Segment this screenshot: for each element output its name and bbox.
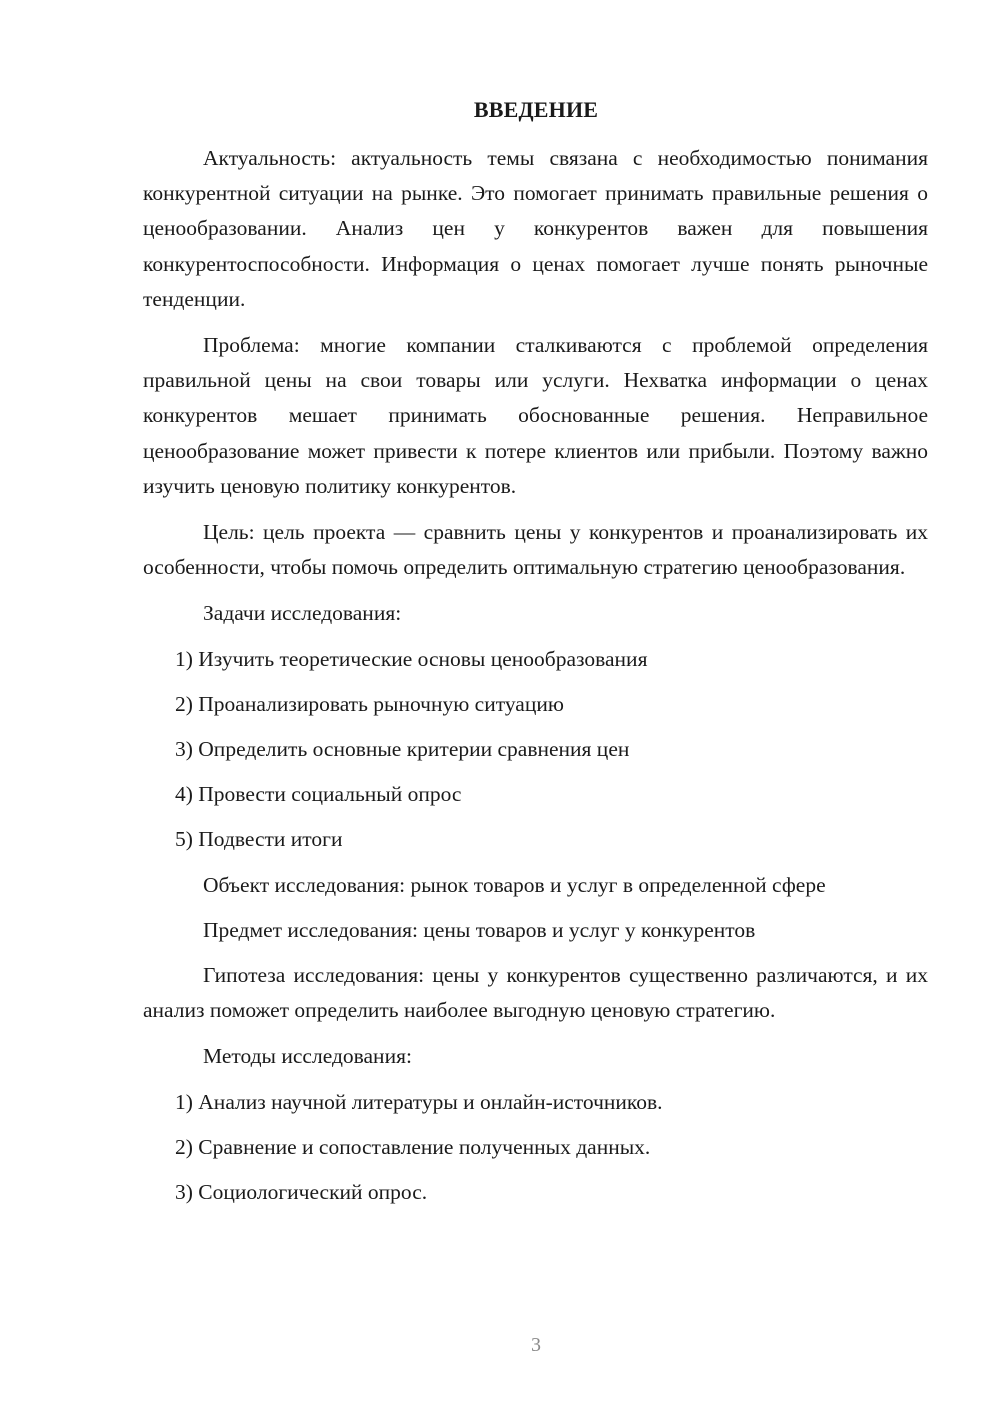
tasks-heading: Задачи исследования:	[203, 601, 402, 626]
list-item: 3) Определить основные критерии сравнения цен	[175, 737, 630, 762]
methods-list	[143, 1085, 928, 1211]
list-item: 1) Анализ научной литературы и онлайн-источников.	[175, 1089, 663, 1114]
list-item: 3) Социологический опрос.	[175, 1180, 428, 1205]
hypothesis-paragraph: Гипотеза исследования: цены у конкурентов существенно различаются, и их анализ поможет определить наиболее выгодную ценовую стратегию.	[143, 963, 928, 1023]
page-number: 3	[531, 1334, 541, 1356]
object-paragraph: Объект исследования: рынок товаров и услуг в определенной сфере	[203, 872, 826, 897]
page-title: ВВЕДЕНИЕ	[473, 97, 599, 122]
goal-paragraph: Цель: цель проекта — сравнить цены у конкурентов и проанализировать их особенности, чтобы помочь определить оптимальную стратегию ценообразования.	[143, 520, 928, 580]
tasks-list	[143, 642, 928, 858]
document-body	[143, 141, 928, 1220]
list-item: 2) Сравнение и сопоставление полученных данных.	[175, 1134, 651, 1159]
list-item: 4) Провести социальный опрос	[175, 782, 462, 807]
list-item: 2) Проанализировать рыночную ситуацию	[175, 691, 564, 716]
problem-paragraph: Проблема: многие компании сталкиваются с проблемой определения правильной цены на свои товары или услуги. Нехватка информации о ценах конкурентов мешает принимать обоснованные решения. Неправильное ценообразование может привести к потере клиентов или прибыли. Поэтому важно изучить ценовую политику конкурентов.	[143, 333, 928, 498]
subject-paragraph: Предмет исследования: цены товаров и услуг у конкурентов	[203, 917, 756, 942]
relevance-paragraph: Актуальность: актуальность темы связана с необходимостью понимания конкурентной ситуации на рынке. Это помогает принимать правильные решения о ценообразовании. Анализ цен у конкурентов важен для повышения конкурентоспособности. Информация о ценах помогает лучше понять рыночные тенденции.	[143, 146, 928, 311]
list-item: 5) Подвести итоги	[175, 827, 343, 852]
list-item: 1) Изучить теоретические основы ценообразования	[175, 646, 648, 671]
methods-heading: Методы исследования:	[203, 1044, 412, 1069]
